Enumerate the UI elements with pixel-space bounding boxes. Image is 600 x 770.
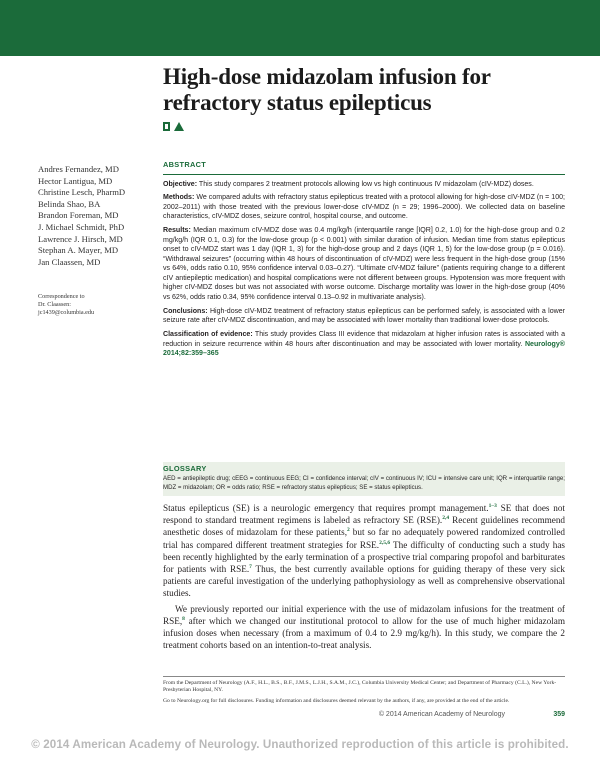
glossary-heading: GLOSSARY (163, 464, 207, 473)
abstract-results (163, 226, 565, 302)
body-text-run: after which we changed our institutional protocol to allow for the use of much higher midazolam infusion doses when necessary (from a maximum of 0.4 to 2.9 mg/kg/h). In this study, we compare the 2 treatment cohorts based on an intention-to-treat analysis. (163, 615, 565, 651)
body-text-run: The difficulty of conducting such a study has been recently highlighted by the early termination of a prospective trial comparing propofol and barbiturates for patients with RSE. (163, 539, 565, 575)
title-line-2: refractory status epilepticus (163, 90, 432, 115)
body-text-run: Recent guidelines recommend anesthetic doses of midazolam for these patients, (163, 515, 566, 538)
abstract-classification (163, 330, 565, 359)
copyright-watermark: © 2014 American Academy of Neurology. Unauthorized reproduction of this article is prohibited. (31, 738, 569, 751)
title-block (157, 56, 583, 131)
body-paragraph-1 (163, 502, 565, 600)
classification-label: Classification of evidence: (163, 330, 253, 338)
abstract-objective (163, 180, 565, 190)
author: J. Michael Schmidt, PhD (38, 221, 125, 232)
title-line-1: High-dose midazolam infusion for (163, 64, 491, 89)
reference-link[interactable]: 2,5,6 (379, 539, 391, 546)
classification-text: This study provides Class III evidence that midazolam at higher infusion rates is associated with a reduction in seizure recurrence within 48 hours after discontinuation and may be associated with lower mortality. (163, 330, 565, 348)
correspondence (38, 293, 148, 318)
objective-text: This study compares 2 treatment protocols allowing low vs high continuous IV midazolam (cIV-MDZ) doses. (198, 180, 534, 188)
methods-label: Methods: (163, 194, 195, 202)
author: Belinda Shao, BA (38, 198, 101, 209)
correspondence-email[interactable]: jc1439@columbia.edu (38, 309, 95, 317)
author: Hector Lantigua, MD (38, 175, 113, 186)
correspondence-label: Correspondence to (38, 293, 85, 300)
article-title (163, 64, 583, 116)
body-paragraph-2 (163, 603, 565, 652)
correspondence-name: Dr. Claassen: (38, 301, 71, 309)
conclusions-label: Conclusions: (163, 307, 208, 315)
body-text-run: We previously reported our initial experience with the use of midazolam infusions for the treatment of RSE, (163, 603, 565, 626)
disclosure-note: Go to Neurology.org for full disclosures. Funding information and disclosures deemed relevant by the authors, if any, are provided at the end of the article. (163, 697, 510, 704)
reference-link[interactable]: 1–3 (488, 502, 497, 509)
article-badges (163, 122, 583, 131)
abstract-rule (163, 174, 565, 175)
reference-link[interactable]: 8 (182, 615, 185, 622)
article-body (163, 502, 565, 651)
conclusions-text: High-dose cIV-MDZ treatment of refractory status epilepticus can be performed safely, is associated with a lower seizure rate after cIV-MDZ discontinuation, and may be associated with lower mortality than traditional lower-dose protocols. (163, 307, 565, 325)
footnote-divider (163, 676, 565, 677)
abstract-methods (163, 193, 565, 222)
author-list (38, 164, 158, 268)
reference-link[interactable]: 7 (249, 563, 252, 570)
author: Lawrence J. Hirsch, MD (38, 233, 123, 244)
supplemental-data-icon[interactable] (163, 122, 170, 131)
body-text-run: but so far no adequately powered randomized controlled trial has compared different treatment strategies for RSE. (163, 527, 565, 550)
journal-color-bar (0, 0, 600, 56)
objective-label: Objective: (163, 180, 198, 188)
journal-citation[interactable]: Neurology® 2014;82:359–365 (163, 340, 565, 358)
author: Brandon Foreman, MD (38, 210, 119, 221)
body-text-run: Status epilepticus (SE) is a neurologic emergency that requires prompt management. (163, 503, 489, 513)
author: Stephan A. Mayer, MD (38, 245, 119, 256)
body-text-run: SE that does not respond to standard treatment regimens is labeled as refractory SE (RSE). (163, 503, 565, 526)
abstract-heading: ABSTRACT (163, 160, 207, 169)
page-number: 359 (553, 711, 565, 718)
reference-link[interactable]: 2 (347, 527, 350, 534)
body-text-run: Thus, the best currently available options for guiding therapy of these very sick patients are careful investigation of the underlying pathophysiology as well as comprehensive observational studies. (163, 564, 565, 599)
results-label: Results: (163, 227, 191, 235)
glossary-box (163, 462, 565, 496)
results-text: Median maximum cIV-MDZ dose was 0.4 mg/kg/h (interquartile range [IQR] 0.2, 1.0) for the high-dose group and 0.2 mg/kg/h (IQR 0.1, 0.3) for the low-dose group (p < 0.001) with similar duration of infusion. Median time from status epilepticus onset to cIV-MDZ start was 1 day (IQR 1, 3) for the high-dose group and 2 days (IQR 1, 5) for the low-dose group (p = 0.016). “Withdrawal seizures” (occurring within 48 hours of discontinuation of cIV-MDZ) were less frequent in the high-dose group (15% vs 64%, odds ratio 0.10, 95% confidence interval 0.03–0.27). “Ultimate cIV-MDZ failure” (patients requiring change to a different cIV antiepileptic medication) and hospital complications were not different between groups. Hypotension was more frequent with higher cIV-MDZ doses but was not associated with worse outcome. Discharge mortality was lower in the high-dose group (40% vs 62%, odds ratio 0.34, 95% confidence interval 0.13–0.92 in multivariate analysis). (163, 227, 565, 301)
methods-text: We compared adults with refractory status epilepticus treated with a protocol allowing for high-dose cIV-MDZ (n = 100; 2002–2011) with those treated with the previous lower-dose cIV-MDZ (n = 29; 1996–2000). We collected data on baseline characteristics, cIV-MDZ doses, seizure control, hospital course, and outcome. (163, 194, 565, 221)
author: Christine Lesch, PharmD (38, 187, 126, 198)
glossary-text: AED = antiepileptic drug; cEEG = continuous EEG; CI = confidence interval; cIV = continuous IV; ICU = intensive care unit; IQR = interquartile range; MDZ = midazolam; OR = odds ratio; RSE = refractory status epilepticus; SE = status epilepticus. (163, 475, 565, 491)
footnotes (163, 680, 565, 705)
abstract-conclusions (163, 307, 565, 326)
abstract (163, 160, 565, 363)
page-footer (163, 711, 565, 723)
affiliation-note: From the Department of Neurology (A.F., H.L., B.S., B.F., J.M.S., L.J.H., S.A.M., J.C.), Columbia University Medical Center; and Department of Pharmacy (C.L.), New York-Presbyterian Hospital, NY. (163, 680, 557, 694)
cme-triangle-icon[interactable] (174, 122, 184, 131)
footer-copyright: © 2014 American Academy of Neurology (378, 711, 505, 718)
author: Jan Claassen, MD (38, 256, 101, 267)
reference-link[interactable]: 2,4 (442, 515, 450, 522)
author: Andres Fernandez, MD (38, 164, 119, 174)
